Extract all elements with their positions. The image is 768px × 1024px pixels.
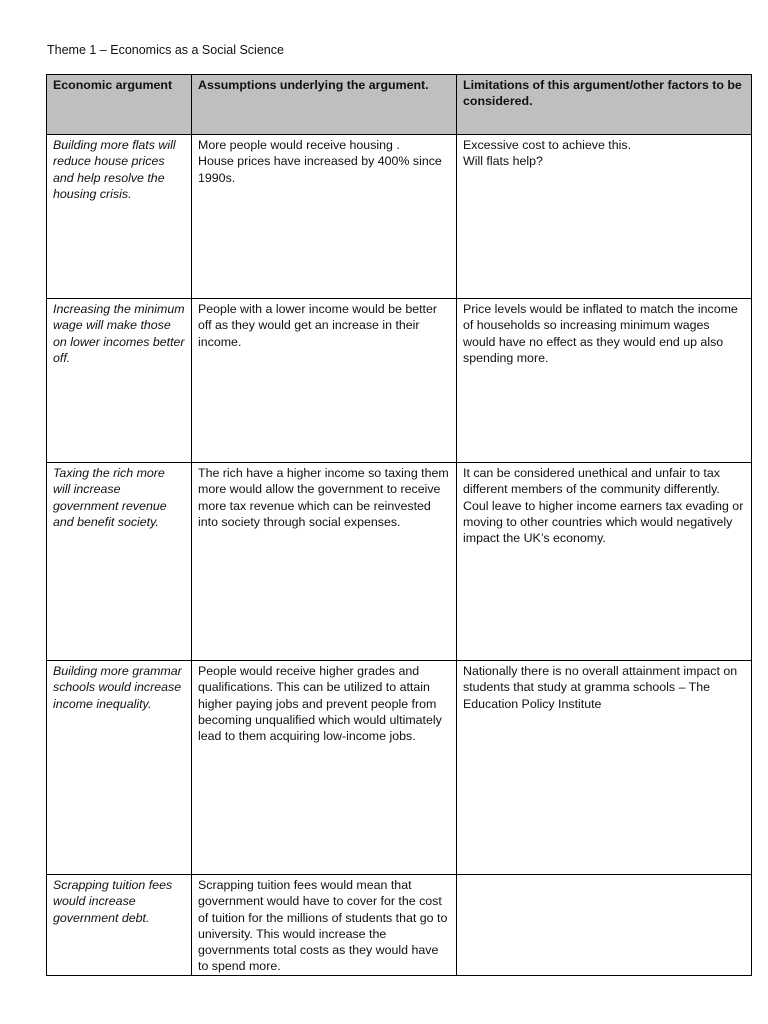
limitations-cell — [457, 299, 752, 463]
limitations-cell — [457, 661, 752, 875]
assumption-text: People would receive higher grades and qualifications. This can be utilized to attain higher paying jobs and prevent people from becoming unqualified which would ultimately lead to them acquiring low-income jobs. — [198, 664, 442, 744]
table-row — [47, 661, 752, 875]
argument-cell: Taxing the rich more will increase government revenue and benefit society. — [47, 463, 192, 661]
arguments-table — [46, 74, 752, 976]
limitations-cell — [457, 463, 752, 661]
assumptions-cell — [192, 661, 457, 875]
assumption-text: The rich have a higher income so taxing them more would allow the government to receive more tax revenue which can be reinvested into society through social expenses. — [198, 466, 449, 529]
header-limitations: Limitations of this argument/other factors to be considered. — [457, 75, 752, 135]
argument-cell: Building more grammar schools would increase income inequality. — [47, 661, 192, 875]
table-row — [47, 135, 752, 299]
page-title: Theme 1 – Economics as a Social Science — [47, 43, 284, 57]
limitation-text: Excessive cost to achieve this. — [463, 138, 632, 152]
argument-cell: Scrapping tuition fees would increase government debt. — [47, 875, 192, 976]
argument-cell: Increasing the minimum wage will make those on lower incomes better off. — [47, 299, 192, 463]
assumption-text: More people would receive housing . — [198, 138, 400, 152]
assumption-text: House prices have increased by 400% since 1990s. — [198, 154, 442, 185]
table-row — [47, 875, 752, 976]
assumptions-cell — [192, 463, 457, 661]
assumption-text: People with a lower income would be better off as they would get an increase in their income. — [198, 302, 437, 349]
limitations-cell — [457, 875, 752, 976]
limitation-text: It can be considered unethical and unfair to tax different members of the community differently. Coul leave to higher income earners tax evading or moving to other countries which would negatively impact the UK’s economy. — [463, 466, 744, 546]
table-row — [47, 299, 752, 463]
assumption-text: Scrapping tuition fees would mean that government would have to cover for the cost of tuition for the millions of students that go to university. This would increase the governments total costs as they would have to spend more. — [198, 878, 448, 974]
limitation-text: Will flats help? — [463, 154, 543, 169]
table-header-row — [47, 75, 752, 135]
limitations-cell — [457, 135, 752, 299]
limitation-text: Nationally there is no overall attainment impact on students that study at gramma schools – The Education Policy Institute — [463, 664, 738, 711]
assumptions-cell — [192, 299, 457, 463]
assumptions-cell — [192, 875, 457, 976]
table-row — [47, 463, 752, 661]
header-economic-argument: Economic argument — [47, 75, 192, 135]
header-assumptions: Assumptions underlying the argument. — [192, 75, 457, 135]
limitation-text: Price levels would be inflated to match the income of households so increasing minimum wages would have no effect as they would end up also spending more. — [463, 302, 738, 365]
assumptions-cell — [192, 135, 457, 299]
argument-cell: Building more flats will reduce house prices and help resolve the housing crisis. — [47, 135, 192, 299]
